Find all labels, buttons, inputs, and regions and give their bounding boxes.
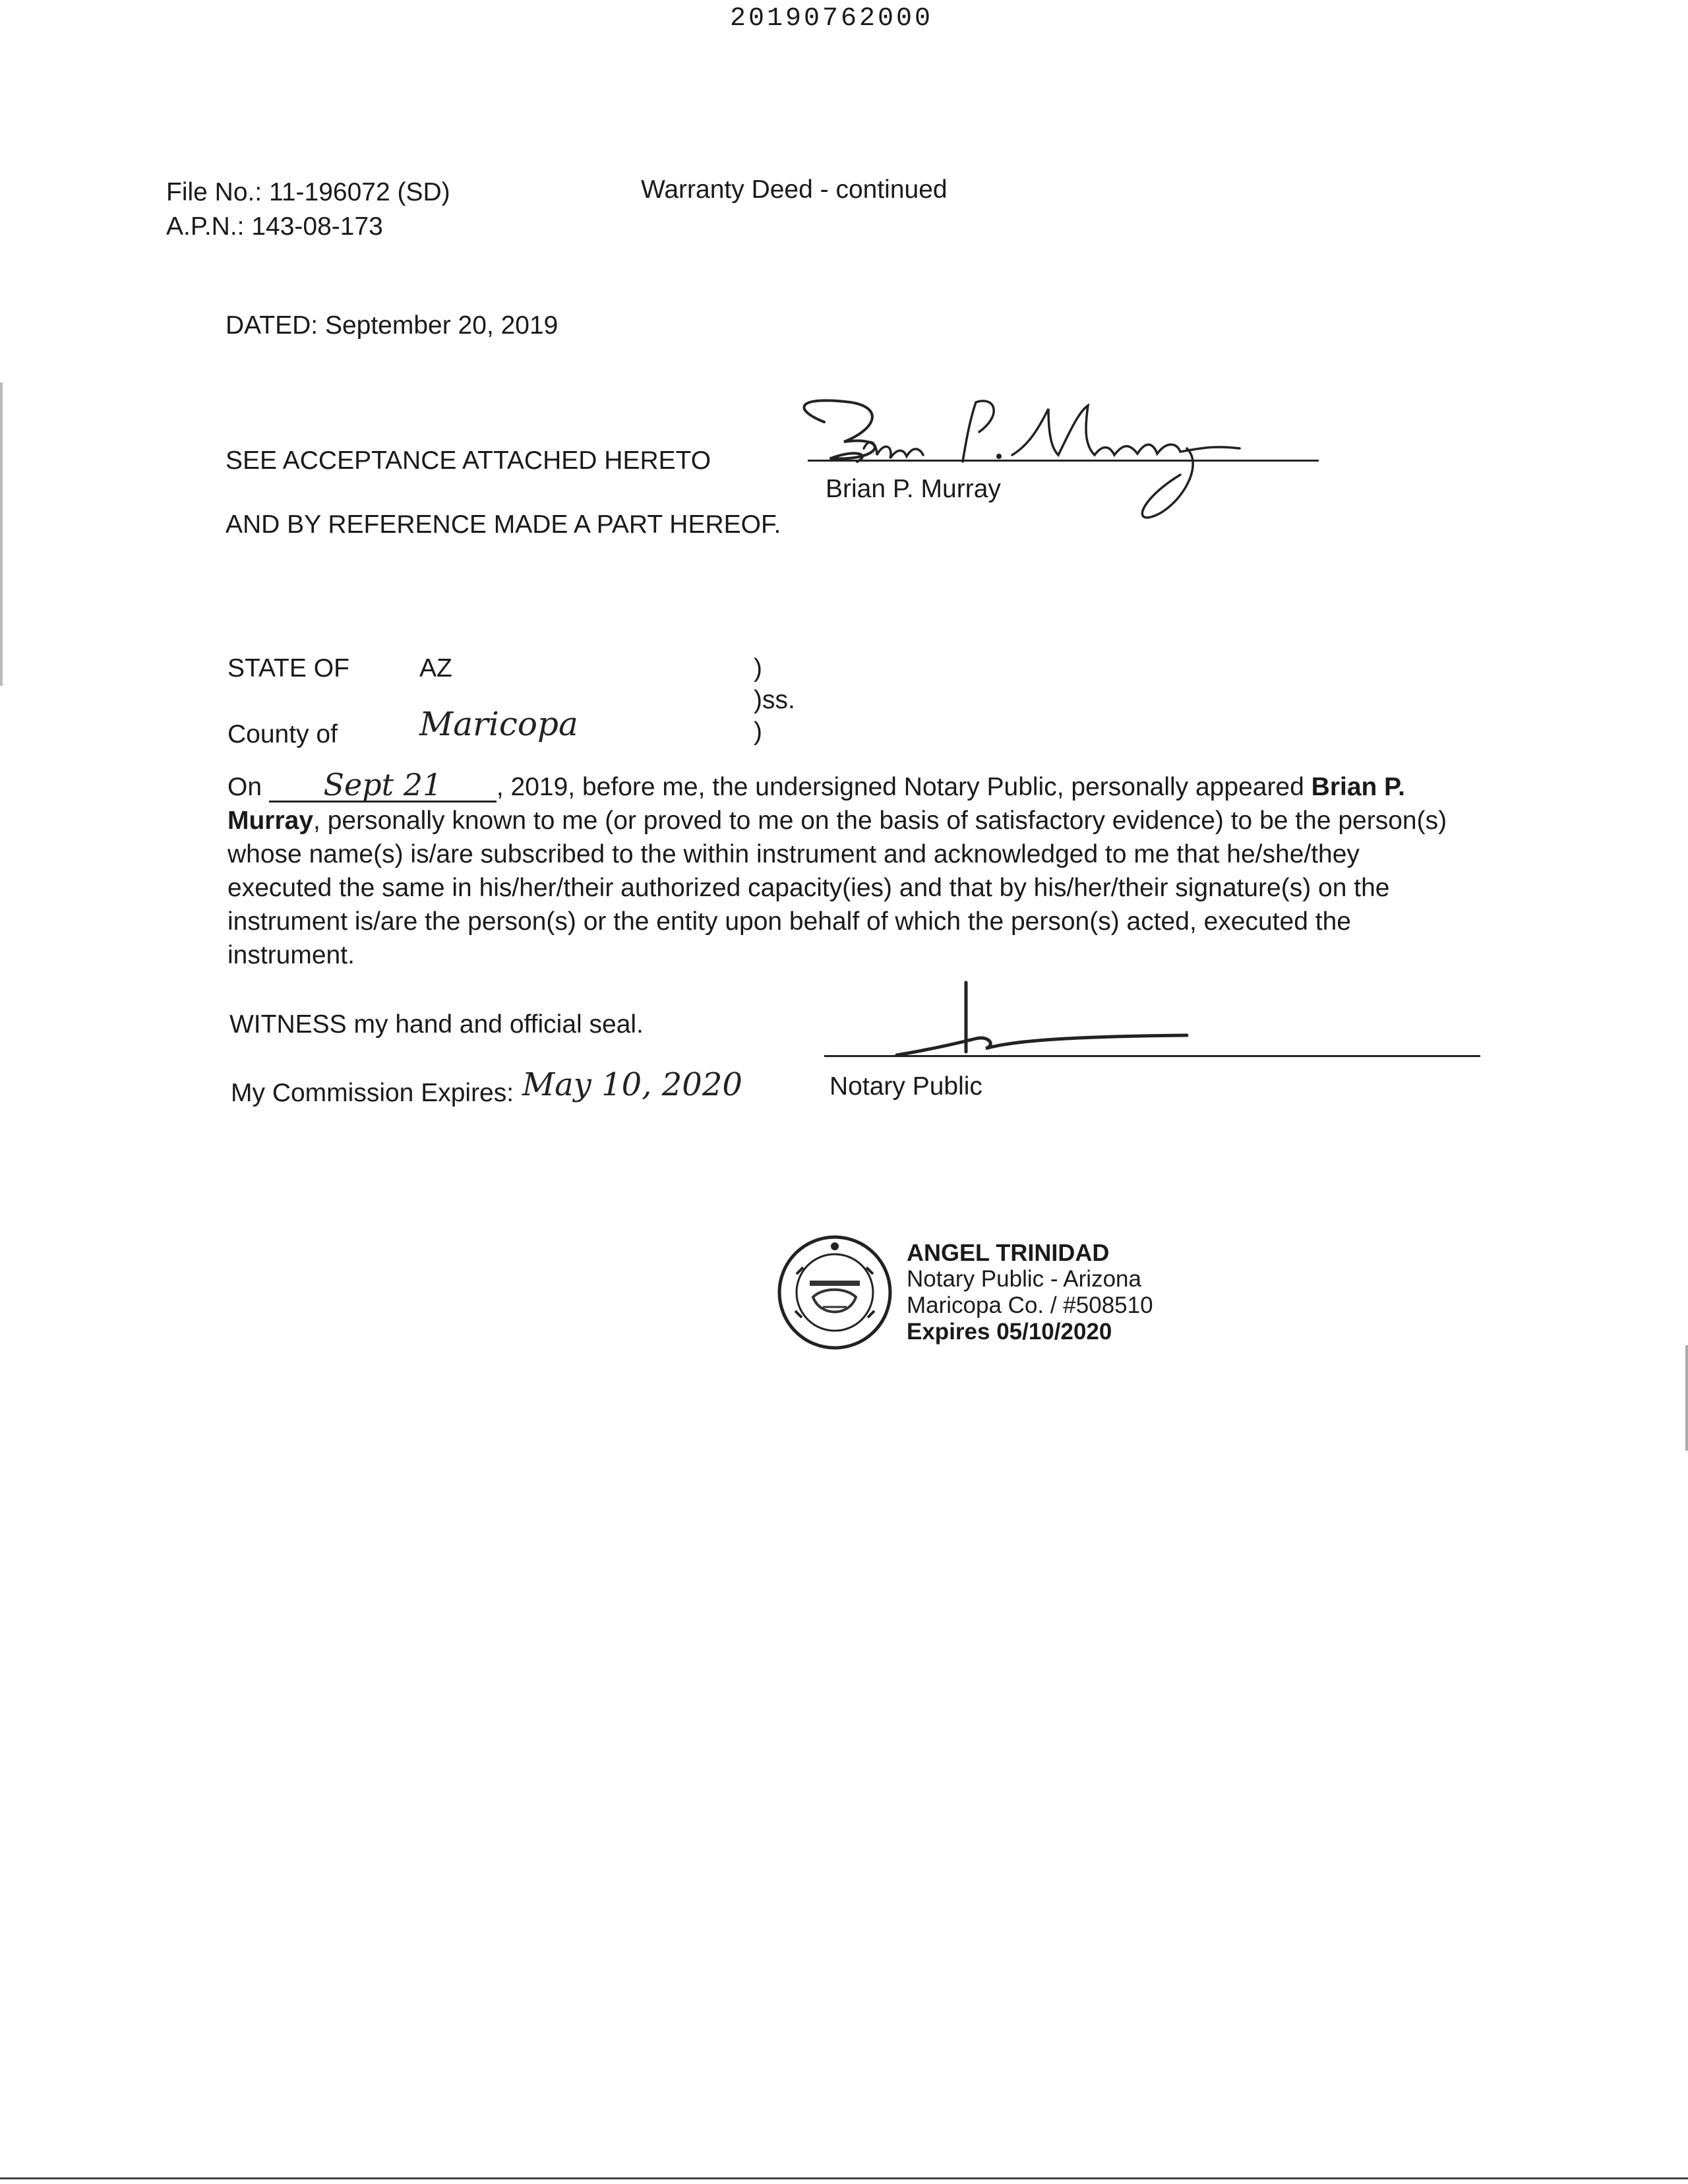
notary-seal-text: [907, 1240, 1153, 1345]
state-seal-icon: [777, 1234, 893, 1350]
ack-text-2: , personally known to me (or proved to me on the basis of satisfactory evidence) to be the person(s) whose name(s) is/are subscribed to the within instrument and acknowledged to me that he/she/they executed the same in his/her/their authorized capacity(ies) and that by his/her/their signature(s) on the instrument is/are the person(s) or the entity upon behalf of which the person(s) acted, executed the instrument.: [227, 806, 1447, 969]
ack-date-blank: [269, 767, 497, 803]
acceptance-line-2: AND BY REFERENCE MADE A PART HEREOF.: [226, 510, 781, 539]
dated-line: DATED: September 20, 2019: [226, 311, 558, 340]
notary-signature-handwriting: [857, 976, 1200, 1068]
ack-date-handwritten: Sept 21: [323, 767, 442, 803]
notary-county-commission: Maricopa Co. / #508510: [907, 1292, 1153, 1318]
ack-on: On: [227, 773, 262, 801]
notary-signature: [857, 976, 1200, 1068]
file-number: File No.: 11-196072 (SD): [166, 178, 450, 206]
witness-line: WITNESS my hand and official seal.: [229, 1010, 644, 1039]
state-value: AZ: [419, 654, 452, 682]
notary-title: Notary Public - Arizona: [907, 1266, 1141, 1292]
document-title: Warranty Deed - continued: [641, 175, 948, 204]
venue-paren-bottom: ): [754, 717, 762, 746]
notary-seal-emblem: [777, 1234, 893, 1350]
grantor-signature: [778, 382, 1332, 528]
venue-paren-top: ): [754, 654, 762, 682]
ack-text-1: , 2019, before me, the undersigned Notary Public, personally appeared: [496, 773, 1311, 801]
scan-edge-right: [1685, 1345, 1688, 1451]
county-label: County of: [227, 720, 338, 748]
grantor-signature-line: [808, 460, 1319, 462]
grantor-signature-handwriting: [778, 382, 1332, 528]
recording-number: 20190762000: [730, 4, 934, 34]
acknowledgment-paragraph: [227, 767, 1454, 972]
notary-public-label: Notary Public: [829, 1072, 982, 1101]
venue-paren-ss: )ss.: [754, 686, 795, 714]
grantor-printed-name: Brian P. Murray: [826, 475, 1001, 503]
acceptance-line-1: SEE ACCEPTANCE ATTACHED HERETO: [226, 446, 711, 475]
scan-edge-bottom: [0, 2177, 1688, 2179]
apn-number: A.P.N.: 143-08-173: [166, 212, 383, 241]
commission-expires-label: My Commission Expires:: [231, 1079, 514, 1107]
notary-name: ANGEL TRINIDAD: [907, 1239, 1110, 1266]
state-label: STATE OF: [227, 654, 349, 682]
notary-expiration: Expires 05/10/2020: [907, 1319, 1112, 1345]
scan-edge-left: [0, 382, 3, 686]
county-handwritten: Maricopa: [419, 705, 578, 743]
notary-signature-line: [824, 1055, 1480, 1057]
ack-appearing-name: Brian P. Murray: [227, 773, 1406, 835]
commission-expires-handwritten: May 10, 2020: [522, 1066, 742, 1103]
